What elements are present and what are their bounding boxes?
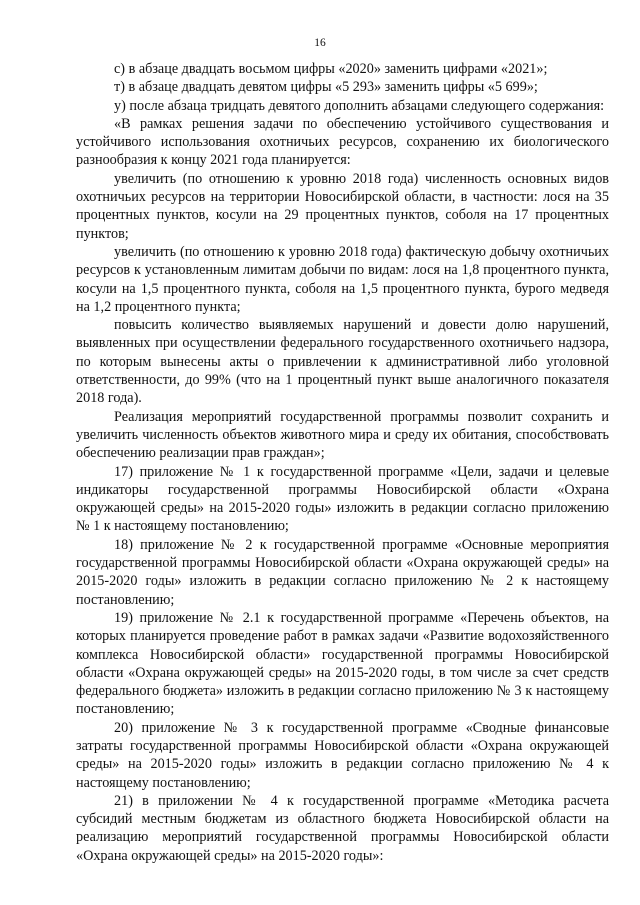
- paragraph-item-17: 17) приложение № 1 к государственной программе «Цели, задачи и целевые индикаторы государственной программы Новосибирской области «Охрана окружающей среды» на 2015-2020 годы» изложить в редакции согласно приложению № 1 к настоящему постановлению;: [76, 463, 609, 535]
- paragraph-item-19: 19) приложение № 2.1 к государственной программе «Перечень объектов, на которых планируется проведение работ в рамках задачи «Развитие водохозяйственного комплекса Новосибирской области» государственной программы Новосибирской области «Охрана окружающей среды» на 2015-2020 годы, в том числе за счет средств федерального бюджета» изложить в редакции согласно приложению № 3 к настоящему постановлению;: [76, 609, 609, 718]
- paragraph-item-18: 18) приложение № 2 к государственной программе «Основные мероприятия государственной программы Новосибирской области «Охрана окружающей среды» на 2015-2020 годы» изложить в редакции согласно приложению № 2 к настоящему постановлению;: [76, 536, 609, 608]
- paragraph-violations: повысить количество выявляемых нарушений и довести долю нарушений, выявленных при осуществлении федерального государственного охотничьего надзора, по которым вынесены акты о привлечении к административной либо уголовной ответственности, до 99% (что на 1 процентный пункт выше аналогичного показателя 2018 года).: [76, 317, 609, 407]
- paragraph-item-20: 20) приложение № 3 к государственной программе «Сводные финансовые затраты государственной программы Новосибирской области «Охрана окружающей среды» на 2015-2020 годы» изложить в редакции согласно приложению № 4 к настоящему постановлению;: [76, 719, 609, 791]
- paragraph-item-21: 21) в приложении № 4 к государственной программе «Методика расчета субсидий местным бюджетам из областного бюджета Новосибирской области на реализацию мероприятий государственной программы Новосибирской области «Охрана окружающей среды» на 2015-2020 годы»:: [76, 792, 609, 864]
- document-body: [76, 60, 609, 865]
- paragraph-item-s: с) в абзаце двадцать восьмом цифры «2020» заменить цифрами «2021»;: [114, 61, 548, 77]
- paragraph-program-outcome: Реализация мероприятий государственной программы позволит сохранить и увеличить численность объектов животного мира и среду их обитания, способствовать обеспечению реализации прав граждан»;: [76, 408, 609, 462]
- paragraph-game-harvest: увеличить (по отношению к уровню 2018 года) фактическую добычу охотничьих ресурсов к установленным лимитам добычи по видам: лося на 1,8 процентного пункта, косули на 1,5 процентного пункта, соболя на 1,5 процентного пункта, бурого медведя на 1,2 процентного пункта;: [76, 243, 609, 315]
- page-number: 16: [314, 37, 326, 49]
- paragraph-item-t: т) в абзаце двадцать девятом цифры «5 293» заменить цифры «5 699»;: [114, 79, 538, 96]
- quote-intro-paragraph: «В рамках решения задачи по обеспечению устойчивого существования и устойчивого использования охотничьих ресурсов, сохранению их биологического разнообразия к концу 2021 года планируется:: [76, 115, 609, 169]
- paragraph-item-u: у) после абзаца тридцать девятого дополнить абзацами следующего содержания:: [114, 97, 605, 114]
- paragraph-game-population: увеличить (по отношению к уровню 2018 года) численность основных видов охотничьих ресурсов на территории Новосибирской области, в частности: лося на 35 процентных пунктов, косули на 29 процентных пунктов, соболя на 17 процентных пунктов;: [76, 170, 609, 242]
